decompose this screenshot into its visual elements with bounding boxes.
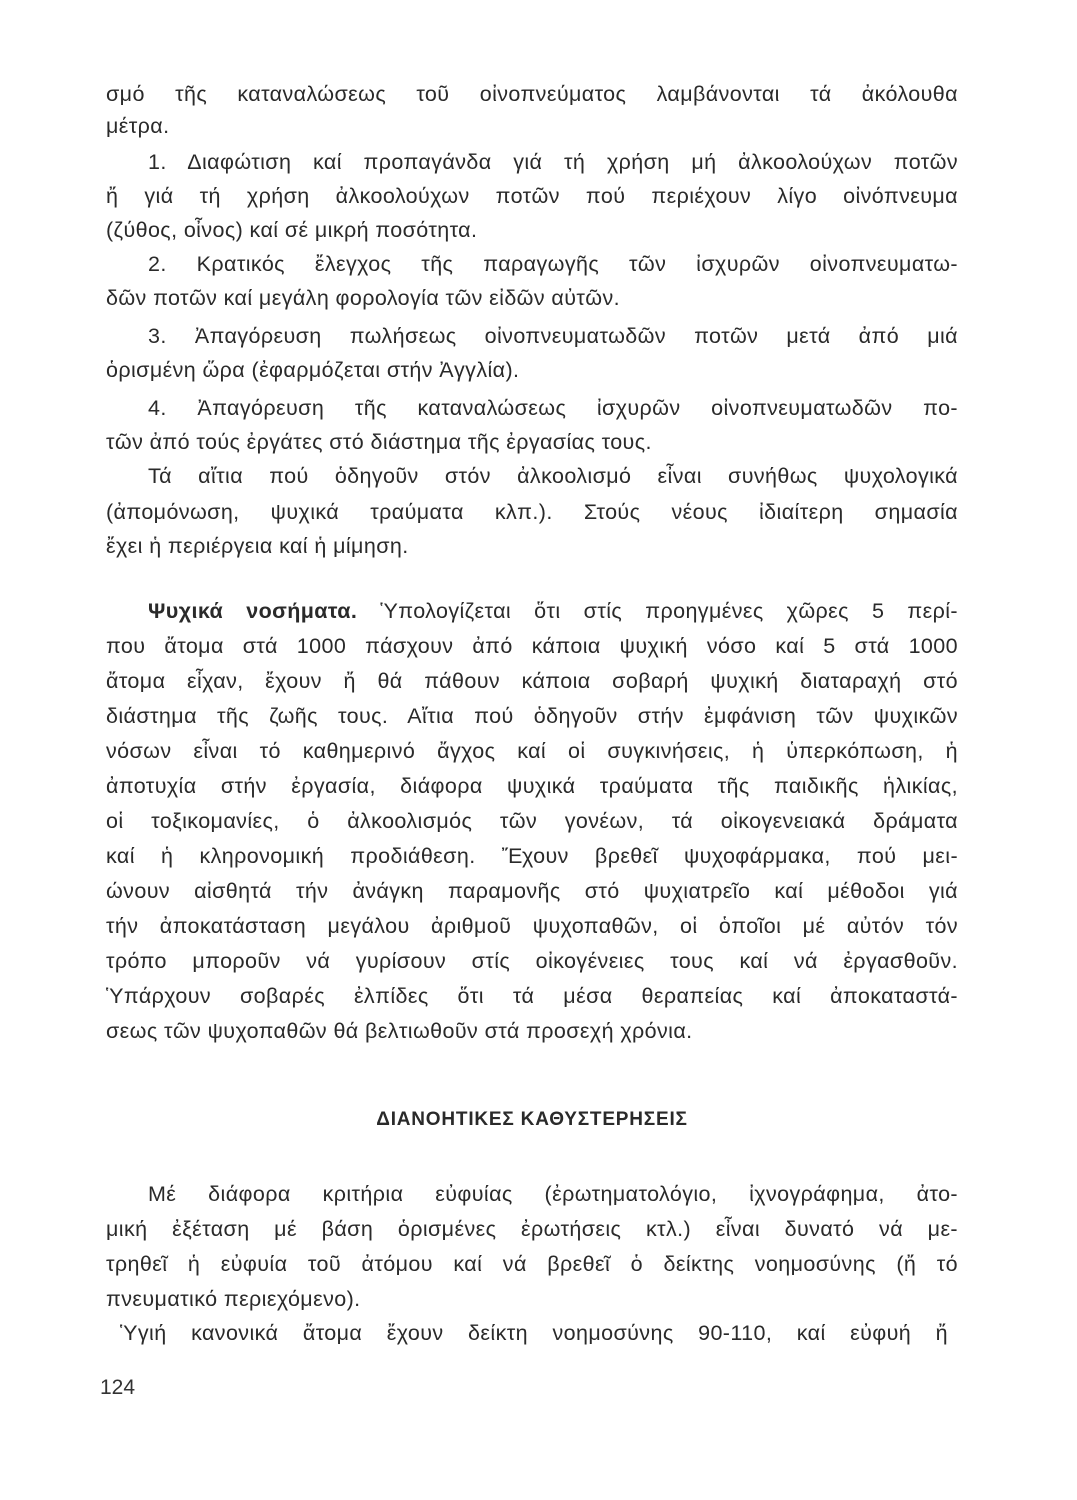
text-line: που ἄτομα στά 1000 πάσχουν ἀπό κάποια ψυχική νόσο καί 5 στά 1000 [106, 634, 958, 658]
measure-item-3: 3. Ἀπαγόρευση πωλήσεως οἰνοπνευματωδῶν ποτῶν μετά ἀπό μιά [148, 324, 958, 348]
text-line: ὁρισμένη ὥρα (ἐφαρμόζεται στήν Ἀγγλία). [106, 358, 520, 382]
text-line: σεως τῶν ψυχοπαθῶν θά βελτιωθοῦν στά προσεχή χρόνια. [106, 1019, 693, 1043]
text-line: (ζύθος, οἶνος) καί σέ μικρή ποσότητα. [106, 218, 478, 242]
text-line: πνευματικό περιεχόμενο). [106, 1287, 361, 1311]
text-line: μική ἐξέταση μέ βάση ὁρισμένες ἐρωτήσεις κτλ.) εἶναι δυνατό νά με- [106, 1217, 958, 1241]
text-line: (ἀπομόνωση, ψυχικά τραύματα κλπ.). Στούς νέους ἰδιαίτερη σημασία [106, 500, 958, 524]
text-line: τήν ἀποκατάσταση μεγάλου ἀριθμοῦ ψυχοπαθῶν, οἱ ὁποῖοι μέ αὐτόν τόν [106, 914, 958, 938]
paragraph-heading: Ψυχικά νοσήματα. [148, 599, 358, 623]
text-line: τῶν ἀπό τούς ἐργάτες στό διάστημα τῆς ἐργασίας τους. [106, 430, 652, 454]
text-line: μέτρα. [106, 114, 170, 138]
text-line: νόσων εἶναι τό καθημερινό ἄγχος καί οἱ συγκινήσεις, ἡ ὑπερκόπωση, ἡ [106, 739, 958, 763]
text-line: σμό τῆς καταναλώσεως τοῦ οἰνοπνεύματος λαμβάνονται τά ἀκόλουθα [106, 82, 958, 106]
measure-item-1: 1. Διαφώτιση καί προπαγάνδα γιά τή χρήση μή ἀλκοολούχων ποτῶν [148, 150, 958, 174]
text-line: ἀποτυχία στήν ἐργασία, διάφορα ψυχικά τραύματα τῆς παιδικῆς ἡλικίας, [106, 774, 958, 798]
text-line: τρόπο μποροῦν νά γυρίσουν στίς οἰκογένειες τους καί νά ἐργασθοῦν. [106, 949, 958, 973]
text-line: ώνουν αἰσθητά τήν ἀνάγκη παραμονῆς στό ψυχιατρεῖο καί μέθοδοι γιά [106, 879, 958, 903]
text-line: καί ἡ κληρονομική προδιάθεση. Ἔχουν βρεθεῖ ψυχοφάρμακα, πού μει- [106, 844, 958, 868]
text-line: Ὑπάρχουν σοβαρές ἐλπίδες ὅτι τά μέσα θεραπείας καί ἀποκαταστά- [106, 984, 958, 1008]
text-line: ἔχει ἡ περιέργεια καί ἡ μίμηση. [106, 534, 409, 558]
measure-item-4: 4. Ἀπαγόρευση τῆς καταναλώσεως ἰσχυρῶν οἰνοπνευματωδῶν πο- [148, 396, 958, 420]
measure-item-2: 2. Κρατικός ἔλεγχος τῆς παραγωγῆς τῶν ἰσχυρῶν οἰνοπνευματω- [148, 252, 958, 276]
page-number: 124 [100, 1376, 136, 1399]
section-heading: ΔΙΑΝΟΗΤΙΚΕΣ ΚΑΘΥΣΤΕΡΗΣΕΙΣ [376, 1109, 688, 1130]
text-line: διάστημα τῆς ζωῆς τους. Αἴτια πού ὁδηγοῦν στήν ἐμφάνιση τῶν ψυχικῶν [106, 704, 958, 728]
mental-illness-first-line [148, 597, 958, 625]
text-line: Ὑγιή κανονικά ἄτομα ἔχουν δείκτη νοημοσύνης 90-110, καί εὐφυή ἤ [120, 1321, 948, 1345]
text-line: δῶν ποτῶν καί μεγάλη φορολογία τῶν εἰδῶν αὐτῶν. [106, 286, 620, 310]
text-line: Μέ διάφορα κριτήρια εὐφυίας (ἐρωτηματολόγιο, ἰχνογράφημα, ἀτο- [148, 1182, 958, 1206]
text-line: τρηθεῖ ἡ εὐφυία τοῦ ἀτόμου καί νά βρεθεῖ ὁ δείκτης νοημοσύνης (ἤ τό [106, 1252, 958, 1276]
text-line: οἱ τοξικομανίες, ὁ ἀλκοολισμός τῶν γονέων, τά οἰκογενειακά δράματα [106, 809, 958, 833]
text-span: Ὑπολογίζεται ὅτι στίς προηγμένες χῶρες 5 περί- [380, 599, 958, 623]
text-line: ἤ γιά τή χρήση ἀλκοολούχων ποτῶν πού περιέχουν λίγο οἰνόπνευμα [106, 184, 958, 208]
text-line: Τά αἴτια πού ὁδηγοῦν στόν ἀλκοολισμό εἶναι συνήθως ψυχολογικά [148, 464, 958, 488]
text-line: ἄτομα εἶχαν, ἔχουν ἤ θά πάθουν κάποια σοβαρή ψυχική διαταραχή στό [106, 669, 958, 693]
